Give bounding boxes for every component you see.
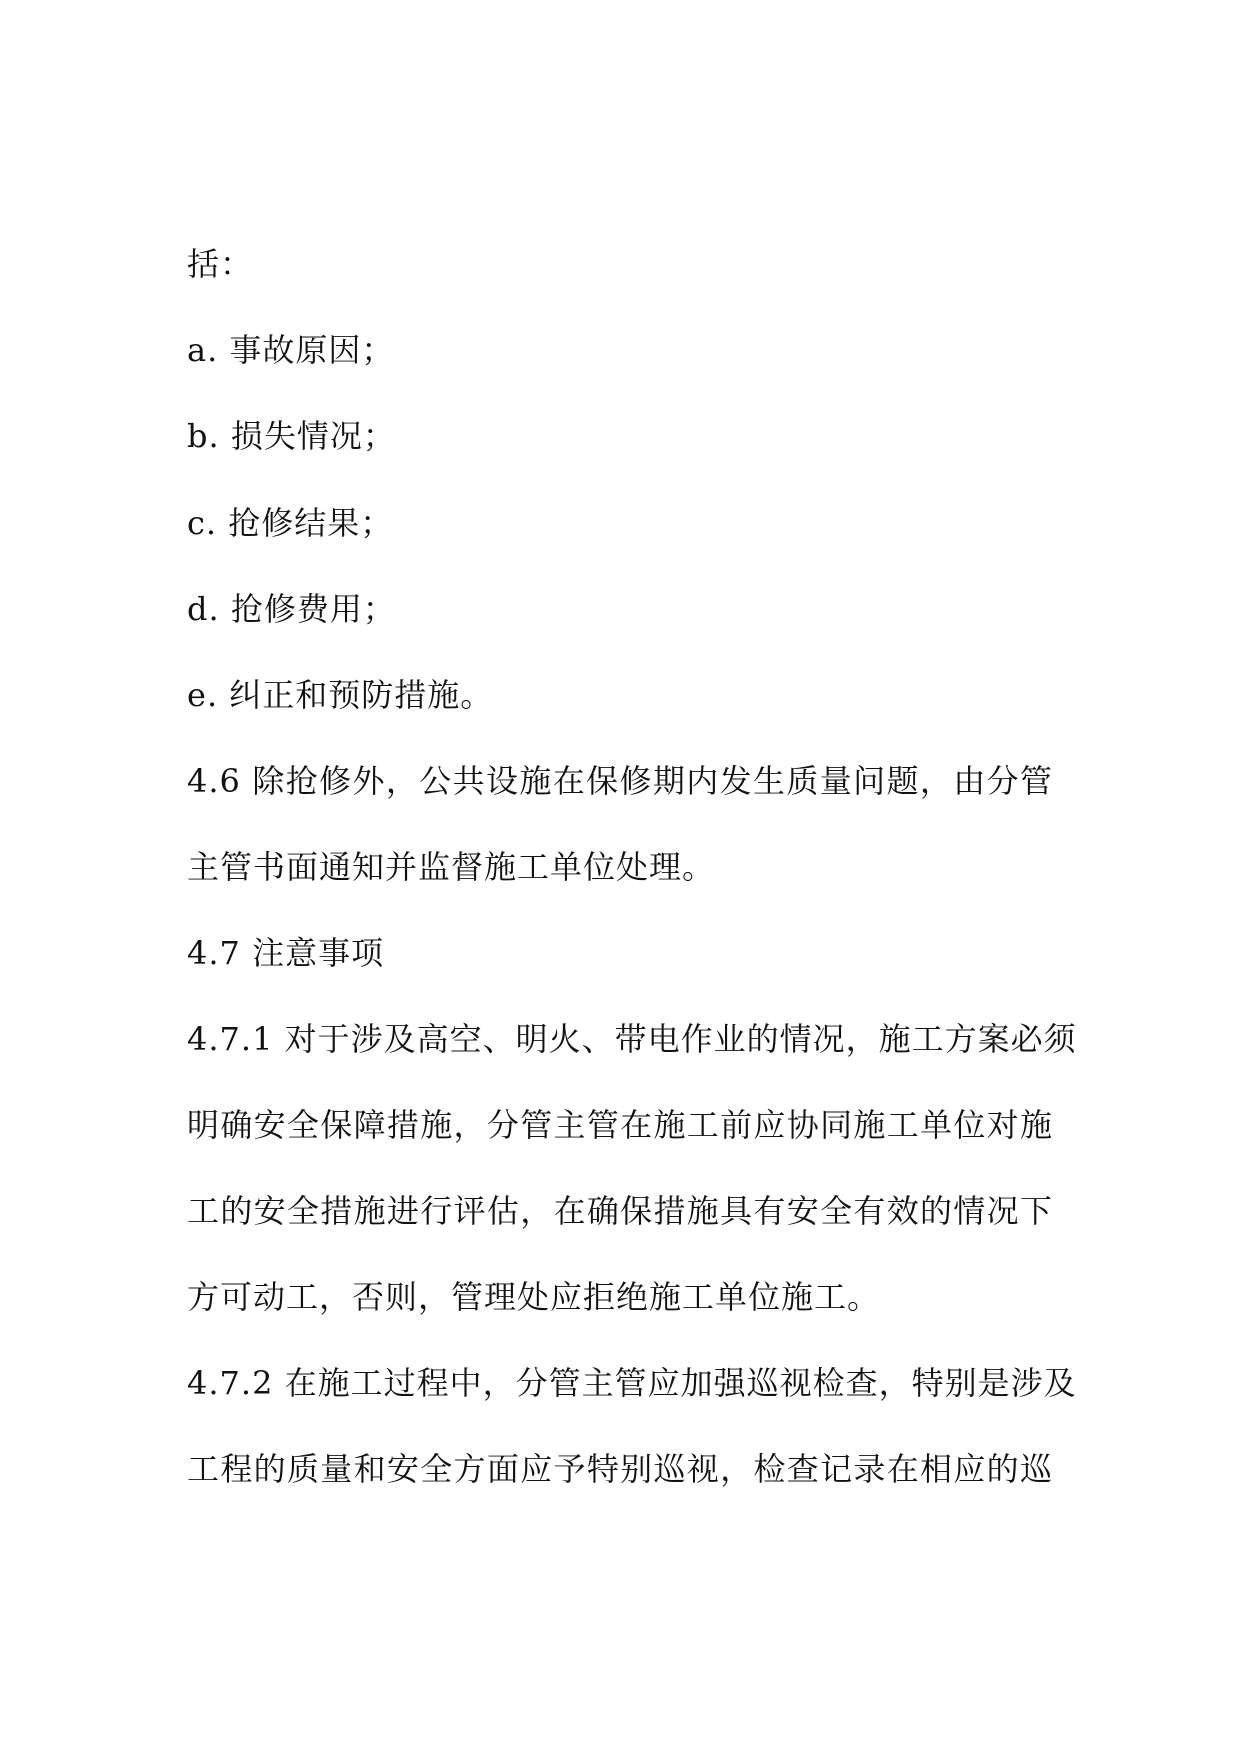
paragraph-4-7-1-line-4: 方可动工，否则，管理处应拒绝施工单位施工。: [187, 1278, 881, 1316]
text-line-1: 括：: [187, 245, 254, 283]
paragraph-4-7-1-line-1: 4.7.1 对于涉及高空、明火、带电作业的情况，施工方案必须: [187, 1020, 1077, 1058]
list-item-e: e. 纠正和预防措施。: [187, 676, 494, 714]
paragraph-4-6-line-1: 4.6 除抢修外，公共设施在保修期内发生质量问题，由分管: [187, 762, 1053, 800]
paragraph-4-7-2-line-1: 4.7.2 在施工过程中，分管主管应加强巡视检查，特别是涉及: [187, 1364, 1077, 1402]
list-item-d: d. 抢修费用；: [187, 590, 396, 628]
list-item-a: a. 事故原因；: [187, 331, 395, 369]
paragraph-4-7-1-line-2: 明确安全保障措施，分管主管在施工前应协同施工单位对施: [187, 1106, 1053, 1144]
paragraph-4-6-line-2: 主管书面通知并监督施工单位处理。: [187, 848, 716, 886]
section-heading-4-7: 4.7 注意事项: [187, 934, 385, 972]
paragraph-4-7-1-line-3: 工的安全措施进行评估，在确保措施具有安全有效的情况下: [187, 1192, 1053, 1230]
list-item-b: b. 损失情况；: [187, 417, 396, 455]
list-item-c: c. 抢修结果；: [187, 504, 394, 542]
paragraph-4-7-2-line-2: 工程的质量和安全方面应予特别巡视，检查记录在相应的巡: [187, 1450, 1053, 1488]
